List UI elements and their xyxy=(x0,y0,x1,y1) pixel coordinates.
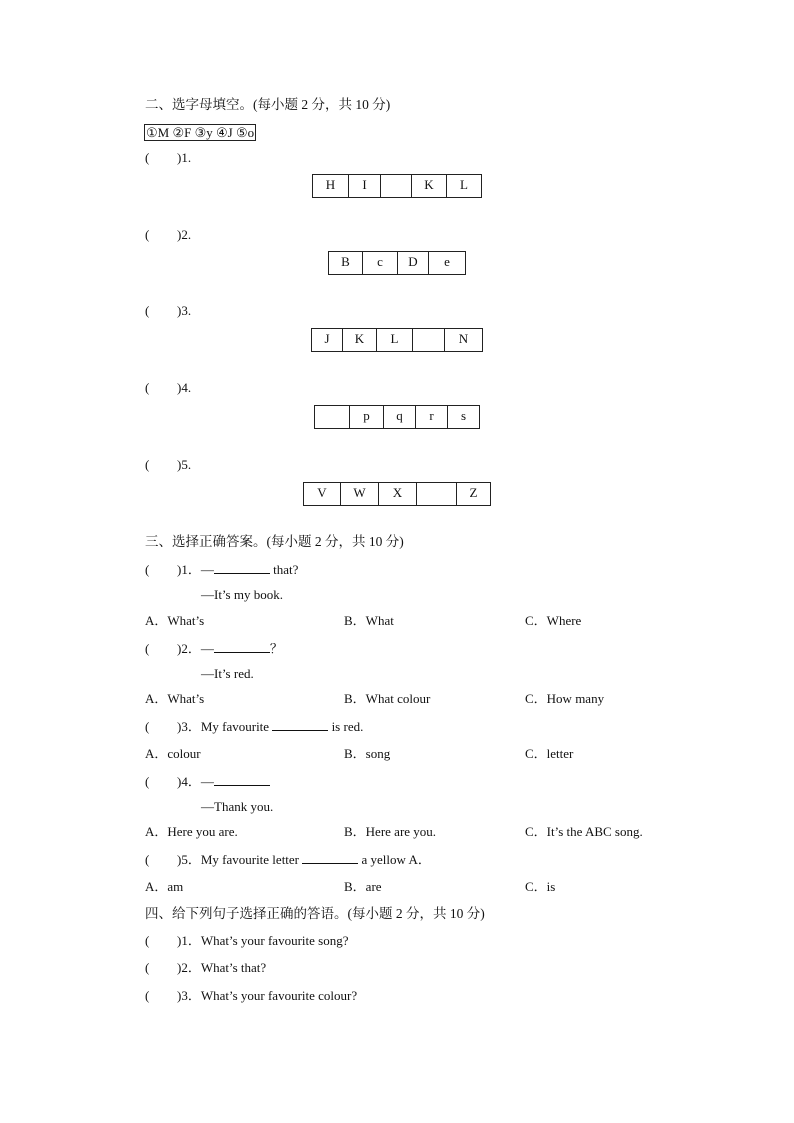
letter-cell-blank[interactable] xyxy=(417,483,457,505)
answer-blank[interactable] xyxy=(302,851,358,864)
option-c[interactable]: C．Where xyxy=(525,613,582,628)
letter-cell: L xyxy=(460,177,468,192)
question-2-3 xyxy=(145,303,191,319)
letter-cell-blank[interactable] xyxy=(315,406,350,428)
question-2-2 xyxy=(145,227,191,243)
question-number: )1. xyxy=(177,150,192,165)
reply-3-4: —Thank you. xyxy=(201,799,274,814)
question-tail: that? xyxy=(273,562,299,577)
option-b[interactable]: B．song xyxy=(344,746,391,761)
open-paren: ( xyxy=(145,774,150,789)
open-paren: ( xyxy=(145,457,150,472)
question-2-1 xyxy=(145,150,191,166)
answer-blank[interactable] xyxy=(272,718,328,731)
option-b[interactable]: B．What xyxy=(344,613,394,628)
question-4-1 xyxy=(145,933,348,949)
answer-blank[interactable] xyxy=(214,773,270,786)
reply-3-2: —It’s red. xyxy=(201,666,254,681)
letter-row-4 xyxy=(314,405,480,429)
open-paren: ( xyxy=(145,641,150,656)
section-3-title: 三、选择正确答案。(每小题 2 分，共 10 分) xyxy=(145,534,404,549)
question-text: )2．What’s that? xyxy=(177,960,267,975)
letter-row-3 xyxy=(311,328,483,352)
letter-cell: V xyxy=(304,483,341,505)
question-4-3 xyxy=(145,988,357,1004)
letter-cell: D xyxy=(398,252,429,274)
answer-blank[interactable] xyxy=(214,561,270,574)
letter-row-1 xyxy=(312,174,482,198)
question-text: )1．— xyxy=(177,562,214,577)
letter-cell: W xyxy=(341,483,379,505)
question-text: )2．— xyxy=(177,641,214,656)
question-2-4 xyxy=(145,380,191,396)
option-c[interactable]: C．letter xyxy=(525,746,574,761)
option-b[interactable]: B．What colour xyxy=(344,691,431,706)
letter-cell: K xyxy=(343,329,377,351)
option-b[interactable]: B．Here are you. xyxy=(344,824,437,839)
letter-options xyxy=(144,125,256,141)
letter-cell: H xyxy=(313,175,349,197)
option-a[interactable]: A．What’s xyxy=(145,691,205,706)
letter-cell: L xyxy=(377,329,413,351)
options-box: ①M ②F ③y ④J ⑤o xyxy=(146,125,255,140)
section-4-title: 四、给下列句子选择正确的答语。(每小题 2 分，共 10 分) xyxy=(145,906,485,921)
letter-cell: e xyxy=(444,254,450,269)
question-tail: is red. xyxy=(331,719,364,734)
letter-cell: I xyxy=(349,175,381,197)
question-text: )3．What’s your favourite colour? xyxy=(177,988,358,1003)
question-text: )5．My favourite letter xyxy=(177,852,300,867)
question-text: )1．What’s your favourite song? xyxy=(177,933,349,948)
question-4-2 xyxy=(145,960,266,976)
open-paren: ( xyxy=(145,150,150,165)
letter-cell: Z xyxy=(469,485,478,500)
letter-cell: J xyxy=(312,329,343,351)
open-paren: ( xyxy=(145,933,150,948)
question-text: )3．My favourite xyxy=(177,719,270,734)
open-paren: ( xyxy=(145,988,150,1003)
question-3-2 xyxy=(145,640,283,657)
question-3-1 xyxy=(145,561,298,578)
open-paren: ( xyxy=(145,562,150,577)
question-tail: ？ xyxy=(269,641,283,656)
option-c[interactable]: C．is xyxy=(525,879,556,894)
letter-row-2 xyxy=(328,251,466,275)
option-b[interactable]: B．are xyxy=(344,879,382,894)
question-number: )2. xyxy=(177,227,192,242)
answer-blank[interactable] xyxy=(214,640,270,653)
letter-cell: s xyxy=(460,408,467,423)
letter-row-5 xyxy=(303,482,491,506)
question-number: )4. xyxy=(177,380,192,395)
option-c[interactable]: C．It’s the ABC song. xyxy=(525,824,643,839)
question-2-5 xyxy=(145,457,191,473)
letter-cell-blank[interactable] xyxy=(413,329,445,351)
option-c[interactable]: C．How many xyxy=(525,691,605,706)
reply-3-1: —It’s my book. xyxy=(201,587,283,602)
option-a[interactable]: A．What’s xyxy=(145,613,205,628)
open-paren: ( xyxy=(145,227,150,242)
letter-cell: q xyxy=(384,406,416,428)
letter-cell: r xyxy=(416,406,448,428)
question-3-4 xyxy=(145,773,270,790)
question-text: )4．— xyxy=(177,774,214,789)
option-a[interactable]: A．Here you are. xyxy=(145,824,238,839)
option-a[interactable]: A．am xyxy=(145,879,184,894)
letter-cell-blank[interactable] xyxy=(381,175,412,197)
question-number: )5. xyxy=(177,457,192,472)
letter-cell: K xyxy=(412,175,447,197)
letter-cell: c xyxy=(363,252,398,274)
open-paren: ( xyxy=(145,960,150,975)
question-3-5 xyxy=(145,851,431,868)
open-paren: ( xyxy=(145,380,150,395)
open-paren: ( xyxy=(145,719,150,734)
letter-cell: p xyxy=(350,406,384,428)
letter-cell: X xyxy=(379,483,417,505)
option-a[interactable]: A．colour xyxy=(145,746,201,761)
section-2-title: 二、选字母填空。(每小题 2 分，共 10 分) xyxy=(145,97,391,112)
open-paren: ( xyxy=(145,303,150,318)
letter-cell: B xyxy=(329,252,363,274)
open-paren: ( xyxy=(145,852,150,867)
question-tail: a yellow A． xyxy=(361,852,431,867)
question-3-3 xyxy=(145,718,363,735)
question-number: )3. xyxy=(177,303,192,318)
letter-cell: N xyxy=(458,331,469,346)
